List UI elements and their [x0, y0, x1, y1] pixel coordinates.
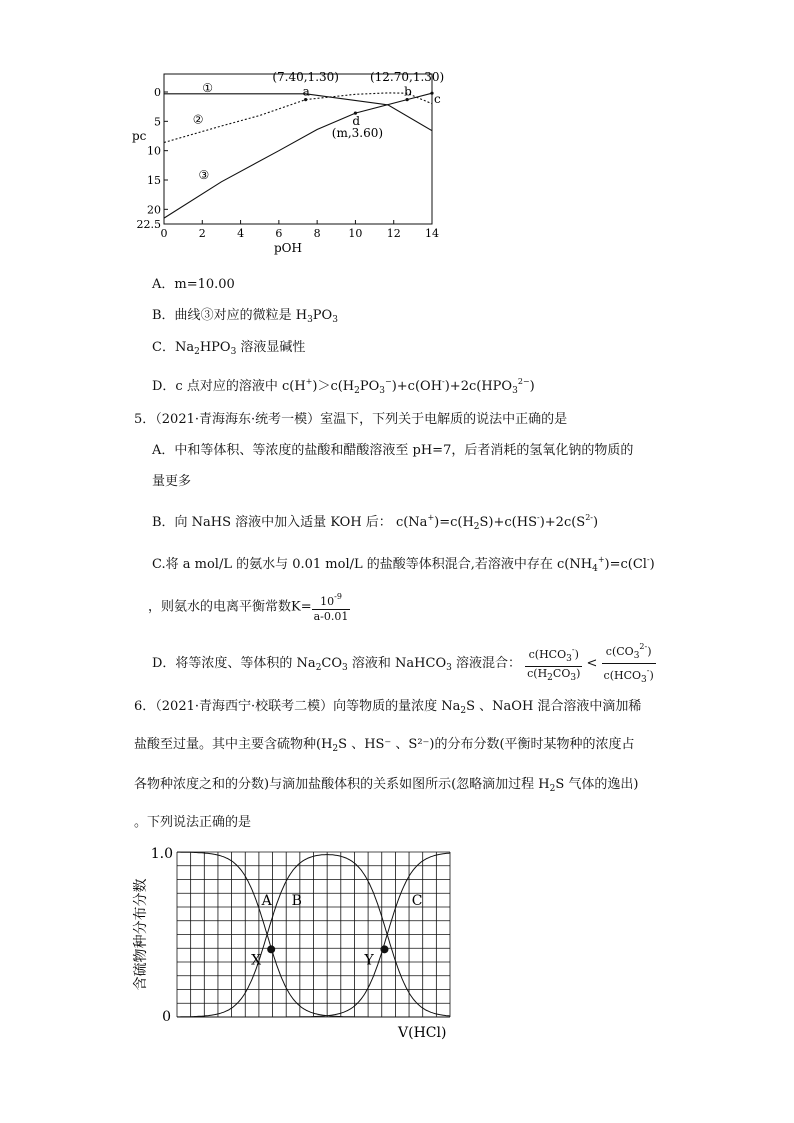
point-X — [267, 945, 275, 953]
point-label-c: c — [434, 92, 441, 107]
coord-label-d: (m,3.60) — [331, 126, 384, 141]
pc-poh-chart — [120, 62, 450, 262]
x-tick-label: 10 — [348, 227, 363, 240]
y-tick-label: 15 — [147, 174, 161, 187]
x-axis-label: pOH — [274, 241, 302, 255]
series-label: ① — [202, 81, 214, 95]
y-tick-label: 22.5 — [136, 218, 161, 231]
q5-option-b: B．向 NaHS 溶液中加入适量 KOH 后： $c(Na^+)=c(H_2S)+c(HS^-)+2c(S^{2-})$ — [152, 513, 599, 532]
x-tick-label: 0 — [160, 227, 168, 240]
chart1-frame — [164, 74, 432, 224]
series-line-3 — [164, 93, 432, 218]
q6-stem-line1: 6．（2021·青海西宁·校联考二模）向等物质的量浓度 $Na_2S$ 、NaOH 混合溶液中滴加稀 — [134, 699, 642, 716]
point-Y — [380, 945, 388, 953]
x-tick-label: 8 — [313, 227, 321, 240]
y-tick-label: 0 — [154, 86, 161, 99]
q4-option-c: C．$Na_2HPO_3$ 溶液显碱性 — [152, 340, 306, 357]
q4-option-b: B．曲线③对应的微粒是 $H_3PO_3$ — [152, 308, 338, 325]
q6-stem-line4: 。下列说法正确的是 — [134, 815, 252, 830]
x-tick-label: 4 — [237, 227, 245, 240]
series-line-1 — [164, 94, 432, 131]
q5-option-c-line2: ，则氨水的电离平衡常数K= $\frac{10^{-9}}{a-0.01}$ — [148, 592, 349, 623]
chart1-series — [164, 81, 432, 218]
y-axis-label: pc — [132, 129, 147, 143]
point-label-d: d — [352, 114, 361, 129]
chart1-axes — [132, 74, 439, 255]
q6-stem-line3: 各物种浓度之和的分数)与滴加盐酸体积的关系如图所示(忽略滴加过程 $H_2S$ 气体的逸出) — [134, 777, 639, 794]
x-tick-label: 12 — [386, 227, 401, 240]
point-label-a: a — [302, 84, 310, 99]
y-tick-label: 20 — [147, 203, 161, 217]
series-label: ③ — [198, 167, 210, 182]
point-label-b: b — [404, 84, 412, 99]
q5-option-c-line1: C.将 a mol/L 的氨水与 0.01 mol/L 的盐酸等体积混合,若溶液中存在 $c(NH_4^+)=c(Cl^-)$ — [152, 555, 655, 574]
coord-label-a: (7.40,1.30) — [272, 70, 339, 84]
coord-label-b: (12.70,1.30) — [369, 70, 445, 84]
q6-stem-line2: 盐酸至过量。其中主要含硫物种($H_2S$ 、HS⁻ 、S²⁻)的分布分数(平衡时某物种的浓度占 — [134, 737, 635, 754]
series-label-B: B — [291, 892, 302, 909]
x-tick-label: 14 — [425, 227, 439, 240]
q4-option-a: A．m=10.00 — [152, 277, 235, 292]
series-label-A: A — [261, 892, 272, 909]
x-tick-label: 6 — [275, 227, 283, 240]
chart2-grid — [132, 846, 450, 1041]
y-tick-label: 1.0 — [150, 846, 173, 862]
y-tick-label: 10 — [147, 144, 161, 158]
q4-option-d: D．c 点对应的溶液中 $c(H^+)>c(H_2PO_3^-)+c(OH^-)+2c(HPO_3^{2-})$ — [152, 377, 535, 396]
series-label: ② — [192, 112, 204, 127]
q5-stem: 5．（2021·青海海东·统考一模）室温下，下列关于电解质的说法中正确的是 — [134, 412, 568, 427]
point-label-Y: Y — [364, 952, 374, 969]
point-label-X: X — [251, 952, 262, 969]
q5-option-d: D．将等浓度、等体积的 $Na_2CO_3$ 溶液和 NaHCO$_3$ 溶液混合： $\frac{c(HCO_3^-)}{c(H_2CO_3)}$ < $\frac{c(CO_3^{2-})}{c(HCO_3^-)}$ — [152, 642, 654, 685]
q5-option-a-line1: A．中和等体积、等浓度的盐酸和醋酸溶液至 pH=7，后者消耗的氢氧化钠的物质的 — [152, 443, 634, 458]
y-axis-label: 含硫物种分布分数 — [133, 878, 149, 991]
series-label-C: C — [411, 892, 423, 909]
x-axis-label: V(HCl) — [398, 1025, 447, 1041]
series-line-2 — [164, 93, 432, 143]
x-tick-label: 2 — [198, 227, 206, 240]
q5-option-a-line2: 量更多 — [152, 474, 192, 489]
sulfur-species-distribution-chart — [125, 840, 465, 1045]
chart1-labels — [272, 70, 444, 140]
y-tick-label: 0 — [162, 1009, 171, 1025]
y-tick-label: 5 — [154, 115, 161, 129]
